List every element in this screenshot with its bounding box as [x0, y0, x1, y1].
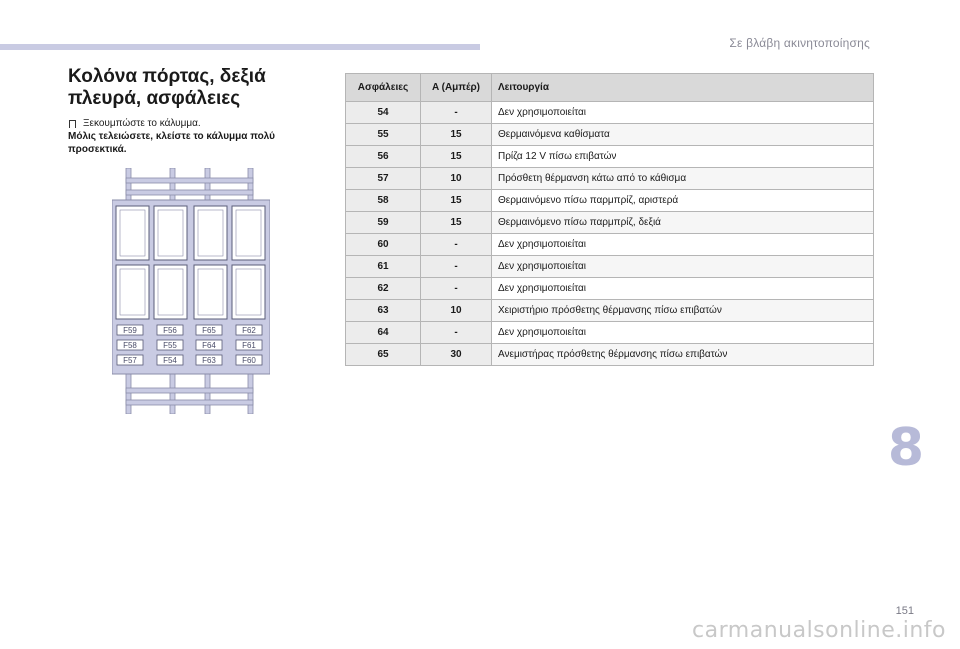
fuse-number-cell: 59 [346, 212, 421, 234]
table-row [346, 344, 874, 366]
amperage-cell: 15 [421, 146, 492, 168]
amperage-cell: - [421, 234, 492, 256]
fuse-label: F57 [123, 356, 137, 365]
function-cell: Πρόσθετη θέρμανση κάτω από το κάθισμα [492, 168, 874, 190]
fuse-table [345, 73, 874, 366]
function-cell: Δεν χρησιμοποιείται [492, 234, 874, 256]
amperage-cell: - [421, 322, 492, 344]
page-title: Κολόνα πόρτας, δεξιά πλευρά, ασφάλειες [68, 66, 266, 109]
fuse-number-cell: 56 [346, 146, 421, 168]
function-cell: Δεν χρησιμοποιείται [492, 102, 874, 124]
watermark: carmanualsonline.info [692, 618, 946, 643]
fuse-label: F58 [123, 341, 137, 350]
fuse-number-cell: 64 [346, 322, 421, 344]
table-header-row [346, 74, 874, 102]
column-header-function: Λειτουργία [492, 74, 874, 102]
table-row [346, 278, 874, 300]
amperage-cell: 10 [421, 168, 492, 190]
section-title: Σε βλάβη ακινητοποίησης [729, 36, 870, 50]
instruction-step-1: Ξεκουμπώστε το κάλυμμα. [83, 118, 201, 129]
fuse-box-diagram [112, 168, 270, 414]
instruction-step-2: Μόλις τελειώσετε, κλείστε το κάλυμμα πολύ προσεκτικά. [68, 131, 275, 155]
step-marker-icon [69, 120, 76, 128]
amperage-cell: 15 [421, 124, 492, 146]
fuse-label: F59 [123, 326, 137, 335]
amperage-cell: 15 [421, 190, 492, 212]
table-row [346, 168, 874, 190]
table-row [346, 102, 874, 124]
column-header-fuses: Ασφάλειες [346, 74, 421, 102]
table-row [346, 234, 874, 256]
amperage-cell: - [421, 256, 492, 278]
amperage-cell: 10 [421, 300, 492, 322]
table-row [346, 190, 874, 212]
table-row [346, 322, 874, 344]
function-cell: Θερμαινόμενα καθίσματα [492, 124, 874, 146]
function-cell: Θερμαινόμενο πίσω παρμπρίζ, δεξιά [492, 212, 874, 234]
function-cell: Ανεμιστήρας πρόσθετης θέρμανσης πίσω επιβατών [492, 344, 874, 366]
amperage-cell: - [421, 102, 492, 124]
fuse-number-cell: 63 [346, 300, 421, 322]
function-cell: Δεν χρησιμοποιείται [492, 278, 874, 300]
fuse-number-cell: 58 [346, 190, 421, 212]
fuse-label: F62 [242, 326, 256, 335]
table-row [346, 256, 874, 278]
fuse-number-cell: 55 [346, 124, 421, 146]
fuse-label: F54 [163, 356, 177, 365]
fuse-number-cell: 60 [346, 234, 421, 256]
fuse-label: F56 [163, 326, 177, 335]
table-row [346, 212, 874, 234]
fuse-label: F64 [202, 341, 216, 350]
fuse-number-cell: 54 [346, 102, 421, 124]
table-row [346, 146, 874, 168]
function-cell: Πρίζα 12 V πίσω επιβατών [492, 146, 874, 168]
amperage-cell: 15 [421, 212, 492, 234]
fuse-label: F63 [202, 356, 216, 365]
chapter-number: 8 [887, 418, 924, 478]
fuse-number-cell: 57 [346, 168, 421, 190]
amperage-cell: - [421, 278, 492, 300]
function-cell: Δεν χρησιμοποιείται [492, 256, 874, 278]
header-accent-bar [0, 44, 480, 50]
instructions [68, 117, 313, 156]
fuse-number-cell: 61 [346, 256, 421, 278]
fuse-label: F55 [163, 341, 177, 350]
table-row [346, 300, 874, 322]
column-header-amps: A (Αμπέρ) [421, 74, 492, 102]
amperage-cell: 30 [421, 344, 492, 366]
fuse-label: F60 [242, 356, 256, 365]
function-cell: Θερμαινόμενο πίσω παρμπρίζ, αριστερά [492, 190, 874, 212]
page-number: 151 [895, 605, 914, 617]
fuse-label: F65 [202, 326, 216, 335]
function-cell: Χειριστήριο πρόσθετης θέρμανσης πίσω επιβατών [492, 300, 874, 322]
fuse-label: F61 [242, 341, 256, 350]
fuse-number-cell: 65 [346, 344, 421, 366]
fuse-number-cell: 62 [346, 278, 421, 300]
function-cell: Δεν χρησιμοποιείται [492, 322, 874, 344]
table-row [346, 124, 874, 146]
